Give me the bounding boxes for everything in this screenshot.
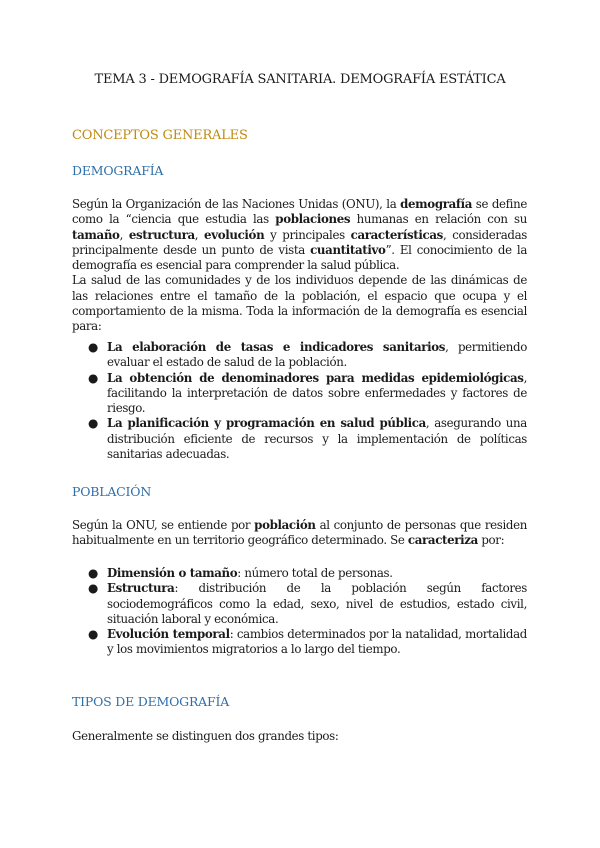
bold-term: población <box>254 518 316 532</box>
bold-term: demografía <box>400 197 473 211</box>
subheading-poblacion: POBLACIÓN <box>72 484 152 499</box>
text-run: por: <box>477 533 505 548</box>
bullet-icon: ● <box>88 416 98 431</box>
text-run: y principales <box>264 227 351 242</box>
tipos-intro-text: Generalmente se distinguen dos grandes tipos: <box>72 729 339 743</box>
demografia-importance-text: La salud de las comunidades y de los individuos depende de las dinámicas de las relaciones entre el tamaño de la población, el espacio que ocupa y el comportamiento de la misma. Toda la información de la demografía es esencial para: <box>72 273 527 334</box>
bold-term: poblaciones <box>275 212 351 227</box>
text-run: : número total de personas. <box>237 566 393 580</box>
text-run: , permitiendo evaluar el estado de salud de la población. <box>107 340 527 370</box>
bold-term: tamaño <box>72 227 120 242</box>
demografia-bullet-list <box>72 340 527 462</box>
text-run: , <box>194 227 205 242</box>
subheading-demografia: DEMOGRAFÍA <box>72 163 164 178</box>
bold-term: evolución <box>204 227 265 242</box>
bold-term: estructura <box>128 227 195 242</box>
text-run: se define como la “ciencia que estudia las <box>72 197 527 227</box>
text-run: , <box>119 227 129 242</box>
bold-term: características <box>350 227 443 242</box>
subheading-tipos: TIPOS DE DEMOGRAFÍA <box>72 694 230 709</box>
bold-term: Dimensión o tamaño <box>107 566 238 580</box>
bold-term: La obtención de denominadores para medidas epidemiológicas <box>107 370 524 385</box>
paragraph-poblacion-definition <box>72 518 527 549</box>
text-run: Según la Organización de las Naciones Unidas (ONU), la <box>72 197 401 211</box>
bold-term: cuantitativo <box>310 242 386 257</box>
text-run: : cambios determinados por la natalidad, mortalidad y los movimientos migratorios a lo largo del tiempo. <box>107 627 527 657</box>
section-heading-conceptos: CONCEPTOS GENERALES <box>72 128 248 143</box>
demografia-definition-text <box>72 197 527 273</box>
list-item <box>72 566 527 581</box>
poblacion-definition-text <box>72 518 527 549</box>
page-title: TEMA 3 - DEMOGRAFÍA SANITARIA. DEMOGRAFÍA ESTÁTICA <box>94 72 506 87</box>
text-run: , asegurando una distribución eficiente de recursos y la implementación de políticas sanitarias adecuadas. <box>107 416 527 462</box>
bullet-icon: ● <box>88 566 98 580</box>
text-run: , consideradas principalmente desde un punto de vista <box>72 227 527 257</box>
poblacion-bullet-list <box>72 566 527 658</box>
text-run: humanas en relación con su <box>350 212 527 227</box>
text-run: : distribución de la población según factores sociodemográficos como la edad, sexo, nivel de estudios, estado civil, situación laboral y económica. <box>107 581 527 626</box>
paragraph-tipos <box>72 729 527 744</box>
paragraph-demografia-definition <box>72 197 527 335</box>
list-item <box>72 581 527 627</box>
text-run: ”. El conocimiento de la demografía es esencial para comprender la salud pública. <box>72 242 527 273</box>
text-run: al conjunto de personas que residen habitualmente en un territorio geográfico determinado. Se <box>72 518 527 548</box>
bullet-icon: ● <box>88 627 98 642</box>
list-item <box>72 340 527 371</box>
bold-term: Evolución temporal <box>107 627 230 642</box>
bold-term: caracteriza <box>407 533 478 548</box>
bullet-icon: ● <box>88 370 98 385</box>
text-run: Según la ONU, se entiende por <box>72 518 255 532</box>
list-item <box>72 627 527 658</box>
bold-term: La planificación y programación en salud pública <box>107 416 426 431</box>
bullet-icon: ● <box>88 581 98 596</box>
text-run: , facilitando la interpretación de datos sobre enfermedades y factores de riesgo. <box>107 370 527 416</box>
list-item <box>72 371 527 417</box>
bold-term: La elaboración de tasas e indicadores sanitarios <box>107 340 446 354</box>
list-item <box>72 416 527 462</box>
bullet-icon: ● <box>88 340 98 354</box>
bold-term: Estructura <box>107 581 175 596</box>
